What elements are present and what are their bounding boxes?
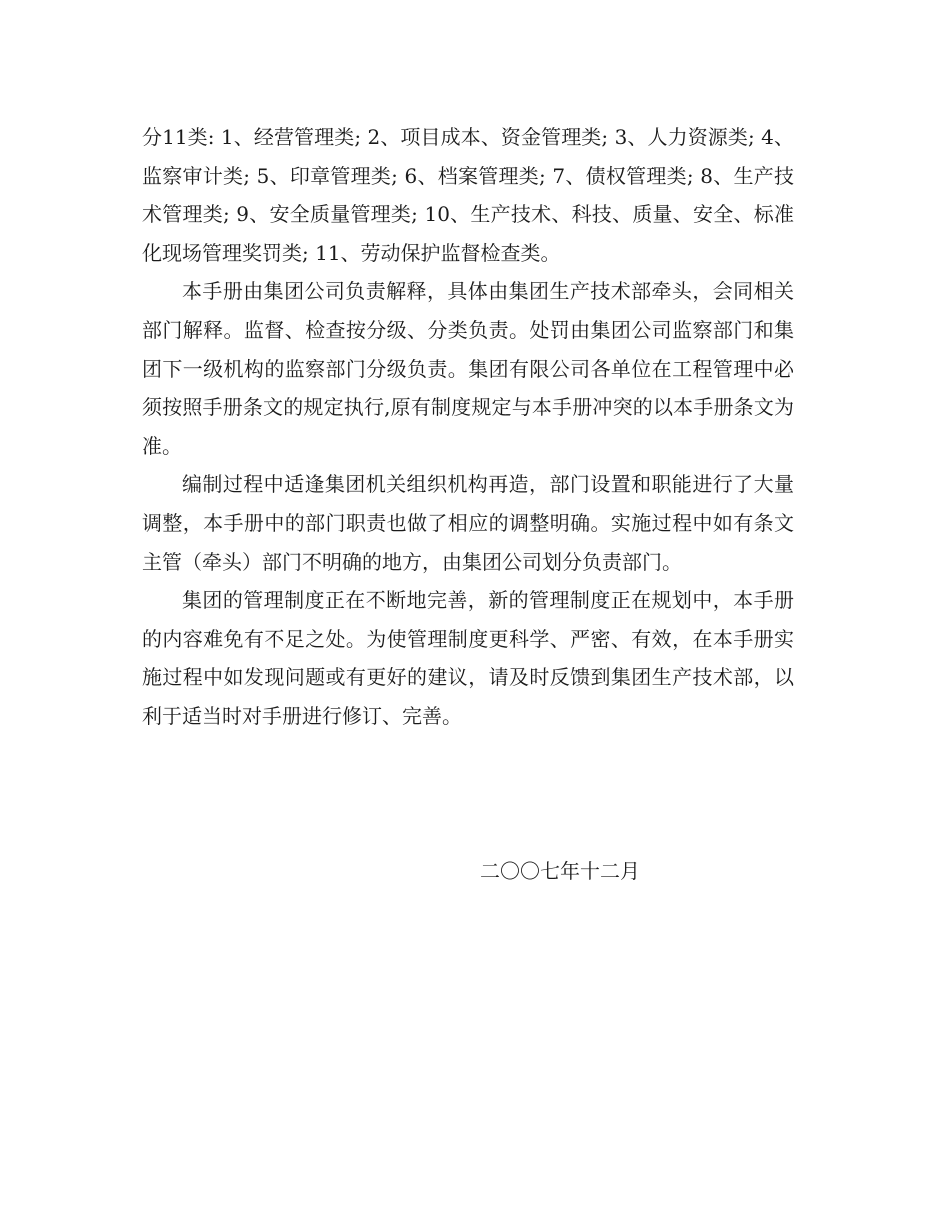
paragraph-interpretation: 本手册由集团公司负责解释，具体由集团生产技术部牵头，会同相关部门解释。监督、检查按分级、分类负责。处罚由集团公司监察部门和集团下一级机构的监察部门分级负责。集团有限公司各单位在工程管理中必须按照手册条文的规定执行,原有制度规定与本手册冲突的以本手册条文为准。 <box>142 279 794 458</box>
paragraph-feedback: 集团的管理制度正在不断地完善，新的管理制度正在规划中，本手册的内容难免有不足之处。为使管理制度更科学、严密、有效，在本手册实施过程中如发现问题或有更好的建议，请及时反馈到集团生产技术部，以利于适当时对手册进行修订、完善。 <box>142 588 794 728</box>
document-date: 二〇〇七年十二月 <box>480 859 640 883</box>
document-body <box>142 118 794 736</box>
paragraph-categories: 分11类: 1、经营管理类; 2、项目成本、资金管理类; 3、人力资源类; 4、监察审计类; 5、印章管理类; 6、档案管理类; 7、债权管理类; 8、生产技术管理类; 9、安全质量管理类; 10、生产技术、科技、质量、安全、标准化现场管理奖罚类; 11、劳动保护监督检查类。 <box>142 125 794 265</box>
paragraph-reorganization: 编制过程中适逢集团机关组织机构再造，部门设置和职能进行了大量调整，本手册中的部门职责也做了相应的调整明确。实施过程中如有条文主管（牵头）部门不明确的地方，由集团公司划分负责部门。 <box>142 472 794 574</box>
